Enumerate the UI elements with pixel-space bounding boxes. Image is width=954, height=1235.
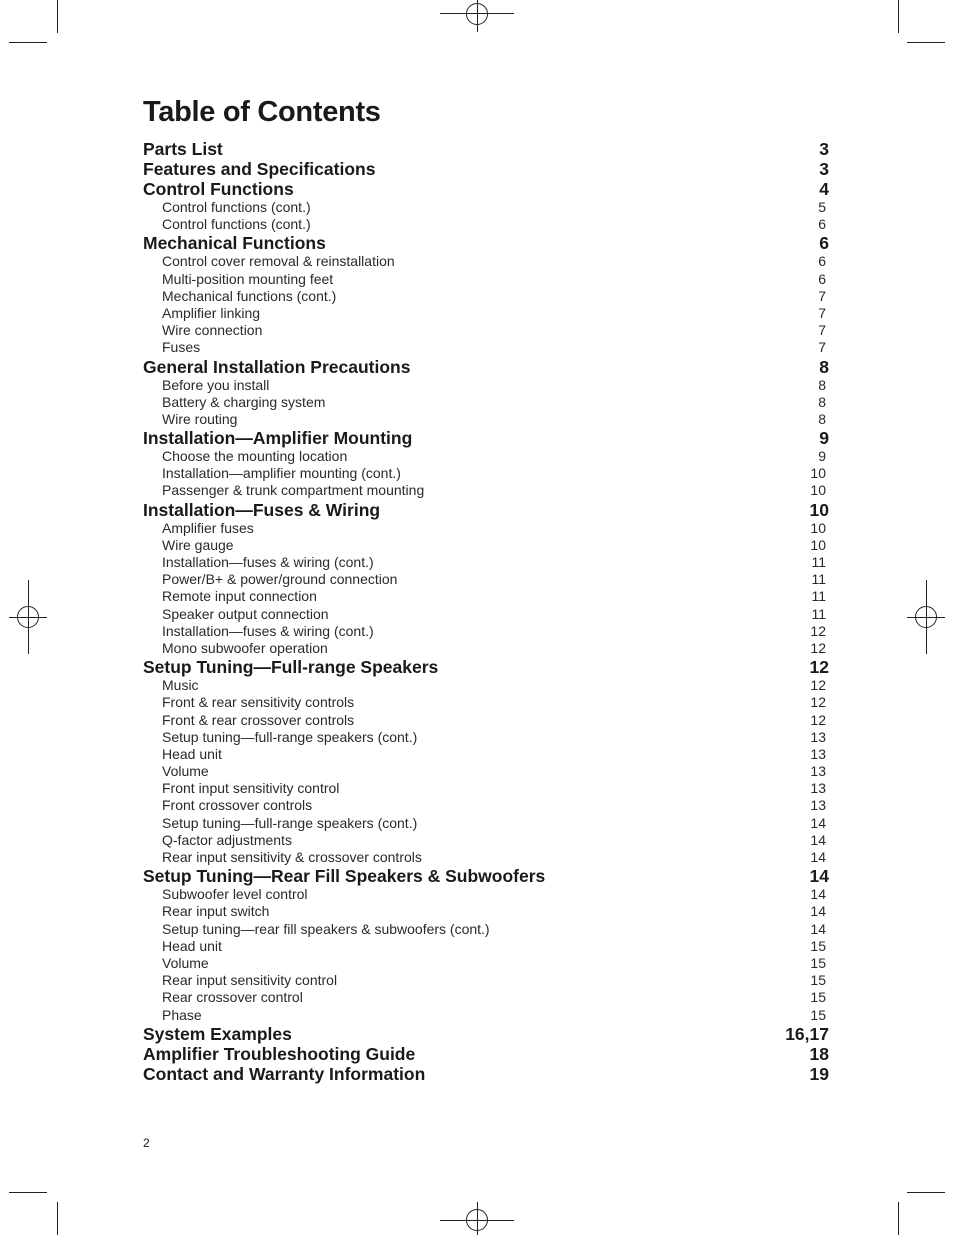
toc-entry-page: 7 — [818, 304, 826, 321]
toc-entry-title: Rear input sensitivity control — [162, 972, 338, 989]
toc-subentry — [143, 322, 829, 339]
toc-entry-page: 10 — [810, 536, 826, 553]
toc-section-entry — [143, 139, 829, 159]
crop-mark-bottom-right-h — [907, 1192, 945, 1193]
toc-entry-title: Head unit — [162, 745, 222, 762]
toc-entry-page: 14 — [810, 849, 826, 865]
toc-subentry — [143, 465, 829, 482]
toc-subentry — [143, 903, 829, 920]
toc-subentry — [143, 694, 829, 711]
toc-entry-title: Choose the mounting location — [162, 448, 348, 465]
crop-mark-top-left-v — [57, 0, 58, 33]
toc-section-entry — [143, 1024, 829, 1044]
toc-subentry — [143, 571, 829, 588]
crop-mark-bottom-left-v — [57, 1202, 58, 1235]
toc-entry-title: Wire connection — [162, 322, 263, 339]
toc-subentry — [143, 253, 829, 270]
toc-section-entry — [143, 428, 829, 448]
toc-subentry — [143, 640, 829, 657]
toc-subentry — [143, 780, 829, 797]
toc-entry-page: 15 — [810, 972, 826, 989]
toc-subentry — [143, 339, 829, 356]
toc-entry-title: Control cover removal & reinstallation — [162, 253, 395, 270]
toc-subentry — [143, 712, 829, 729]
toc-entry-page: 14 — [810, 903, 826, 920]
toc-entry-page: 7 — [818, 322, 826, 339]
toc-section-entry — [143, 357, 829, 377]
toc-entry-page: 6 — [818, 216, 826, 233]
toc-entry-page: 7 — [818, 287, 826, 304]
toc-subentry — [143, 815, 829, 832]
toc-entry-page: 15 — [810, 1006, 826, 1023]
toc-entry-page: 19 — [809, 1063, 829, 1084]
toc-subentry — [143, 886, 829, 903]
toc-entry-page: 9 — [818, 448, 826, 465]
toc-entry-page: 16,17 — [785, 1023, 829, 1044]
toc-entry-title: Installation—Amplifier Mounting — [143, 428, 413, 449]
toc-entry-page: 4 — [819, 179, 829, 199]
toc-entry-title: Parts List — [143, 139, 223, 159]
toc-subentry — [143, 729, 829, 746]
toc-entry-title: Speaker output connection — [162, 605, 329, 622]
toc-entry-title: Features and Specifications — [143, 159, 376, 179]
toc-entry-page: 12 — [810, 622, 826, 639]
toc-entry-page: 13 — [810, 780, 826, 797]
toc-subentry — [143, 921, 829, 938]
toc-subentry — [143, 216, 829, 233]
toc-entry-title: Front & rear sensitivity controls — [162, 694, 355, 711]
toc-entry-title: Before you install — [162, 376, 270, 393]
toc-entry-title: Setup Tuning—Full-range Speakers — [143, 657, 439, 678]
crop-mark-bottom-left-h — [9, 1192, 47, 1193]
toc-subentry — [143, 537, 829, 554]
toc-entry-page: 11 — [811, 554, 826, 570]
toc-entry-page: 13 — [810, 763, 826, 780]
toc-subentry — [143, 448, 829, 465]
toc-entry-page: 12 — [809, 657, 829, 678]
toc-entry-page: 14 — [810, 814, 826, 831]
toc-entry-title: Rear crossover control — [162, 989, 303, 1006]
toc-entry-title: Installation—fuses & wiring (cont.) — [162, 554, 374, 570]
crop-mark-top-left-h — [9, 42, 47, 43]
table-of-contents — [143, 139, 829, 1084]
toc-subentry — [143, 411, 829, 428]
toc-entry-title: Control functions (cont.) — [162, 199, 311, 215]
toc-section-entry — [143, 179, 829, 199]
toc-entry-page: 11 — [811, 571, 826, 588]
toc-subentry — [143, 989, 829, 1006]
toc-subentry — [143, 588, 829, 605]
toc-entry-page: 8 — [818, 393, 826, 410]
toc-entry-title: Amplifier fuses — [162, 519, 254, 536]
toc-entry-title: Installation—Fuses & Wiring — [143, 499, 381, 520]
toc-entry-page: 5 — [818, 199, 826, 215]
toc-entry-page: 14 — [810, 920, 826, 937]
crop-mark-top-right-h — [907, 42, 945, 43]
toc-entry-title: Music — [162, 677, 199, 694]
toc-entry-page: 12 — [810, 694, 826, 711]
toc-entry-title: Passenger & trunk compartment mounting — [162, 482, 425, 499]
toc-entry-title: Rear input sensitivity & crossover controls — [162, 849, 422, 865]
toc-entry-title: Mechanical functions (cont.) — [162, 287, 337, 304]
toc-entry-title: Battery & charging system — [162, 393, 326, 410]
toc-entry-page: 15 — [810, 989, 826, 1006]
toc-entry-title: Front input sensitivity control — [162, 780, 340, 797]
toc-entry-title: Wire gauge — [162, 536, 234, 553]
page-title: Table of Contents — [143, 96, 381, 128]
toc-entry-page: 6 — [818, 253, 826, 270]
toc-entry-page: 12 — [810, 639, 826, 656]
toc-entry-page: 11 — [811, 588, 826, 605]
toc-subentry — [143, 746, 829, 763]
toc-subentry — [143, 677, 829, 694]
toc-entry-page: 14 — [810, 886, 826, 903]
toc-entry-title: Control functions (cont.) — [162, 216, 311, 233]
toc-entry-title: General Installation Precautions — [143, 356, 411, 377]
toc-subentry — [143, 763, 829, 780]
toc-entry-page: 13 — [810, 745, 826, 762]
toc-section-entry — [143, 657, 829, 677]
crop-mark-top-right-v — [898, 0, 899, 33]
toc-entry-title: Fuses — [162, 339, 201, 356]
toc-entry-page: 9 — [819, 428, 829, 449]
toc-entry-title: Installation—fuses & wiring (cont.) — [162, 622, 374, 639]
toc-entry-page: 3 — [819, 139, 829, 159]
toc-entry-page: 3 — [819, 159, 829, 179]
toc-entry-title: Setup tuning—full-range speakers (cont.) — [162, 728, 418, 745]
toc-entry-page: 14 — [810, 831, 826, 848]
toc-entry-title: Amplifier linking — [162, 304, 261, 321]
toc-section-entry — [143, 233, 829, 253]
toc-subentry — [143, 199, 829, 216]
toc-entry-page: 14 — [809, 866, 829, 887]
toc-entry-page: 10 — [810, 519, 826, 536]
toc-entry-page: 6 — [818, 270, 826, 287]
toc-subentry — [143, 554, 829, 571]
toc-subentry — [143, 377, 829, 394]
toc-entry-page: 13 — [810, 797, 826, 814]
toc-subentry — [143, 288, 829, 305]
toc-entry-title: Subwoofer level control — [162, 886, 308, 903]
toc-entry-title: Control Functions — [143, 179, 294, 199]
toc-entry-page: 12 — [810, 711, 826, 728]
toc-subentry — [143, 832, 829, 849]
toc-entry-title: Power/B+ & power/ground connection — [162, 571, 398, 588]
toc-entry-title: Front crossover controls — [162, 797, 313, 814]
toc-entry-title: Phase — [162, 1006, 202, 1023]
toc-section-entry — [143, 1064, 829, 1084]
toc-entry-title: Q-factor adjustments — [162, 831, 292, 848]
toc-entry-page: 10 — [810, 465, 826, 482]
toc-entry-title: Setup tuning—full-range speakers (cont.) — [162, 814, 418, 831]
toc-entry-title: Multi-position mounting feet — [162, 270, 334, 287]
toc-entry-title: System Examples — [143, 1023, 292, 1044]
toc-entry-title: Setup tuning—rear fill speakers & subwoofers (cont.) — [162, 920, 490, 937]
toc-entry-title: Amplifier Troubleshooting Guide — [143, 1043, 416, 1064]
toc-entry-page: 12 — [810, 677, 826, 694]
toc-subentry — [143, 1007, 829, 1024]
toc-entry-title: Mono subwoofer operation — [162, 639, 328, 656]
toc-entry-page: 6 — [819, 233, 829, 254]
toc-entry-title: Contact and Warranty Information — [143, 1063, 426, 1084]
toc-subentry — [143, 482, 829, 499]
toc-subentry — [143, 623, 829, 640]
toc-entry-title: Wire routing — [162, 410, 238, 427]
toc-entry-page: 8 — [819, 356, 829, 377]
toc-entry-page: 18 — [809, 1043, 829, 1064]
toc-entry-title: Setup Tuning—Rear Fill Speakers & Subwoofers — [143, 866, 546, 887]
crop-mark-bottom-right-v — [898, 1202, 899, 1235]
toc-subentry — [143, 972, 829, 989]
toc-entry-title: Head unit — [162, 937, 222, 954]
toc-entry-page: 8 — [818, 410, 826, 427]
toc-section-entry — [143, 500, 829, 520]
toc-entry-page: 11 — [811, 605, 826, 622]
toc-section-entry — [143, 866, 829, 886]
toc-subentry — [143, 394, 829, 411]
toc-entry-title: Front & rear crossover controls — [162, 711, 355, 728]
toc-subentry — [143, 606, 829, 623]
toc-entry-title: Mechanical Functions — [143, 233, 326, 254]
toc-section-entry — [143, 159, 829, 179]
toc-entry-page: 10 — [809, 499, 829, 520]
toc-entry-page: 10 — [810, 482, 826, 499]
toc-entry-title: Remote input connection — [162, 588, 317, 605]
toc-entry-page: 7 — [818, 339, 826, 356]
toc-entry-page: 15 — [810, 954, 826, 971]
toc-subentry — [143, 955, 829, 972]
toc-subentry — [143, 849, 829, 866]
toc-subentry — [143, 305, 829, 322]
toc-subentry — [143, 797, 829, 814]
toc-subentry — [143, 520, 829, 537]
toc-entry-page: 8 — [818, 376, 826, 393]
toc-entry-title: Volume — [162, 954, 209, 971]
toc-section-entry — [143, 1044, 829, 1064]
toc-entry-page: 15 — [810, 937, 826, 954]
toc-subentry — [143, 938, 829, 955]
toc-entry-page: 13 — [810, 728, 826, 745]
page-number: 2 — [143, 1136, 150, 1150]
toc-entry-title: Volume — [162, 763, 209, 780]
toc-subentry — [143, 271, 829, 288]
toc-entry-title: Installation—amplifier mounting (cont.) — [162, 465, 401, 482]
toc-entry-title: Rear input switch — [162, 903, 270, 920]
